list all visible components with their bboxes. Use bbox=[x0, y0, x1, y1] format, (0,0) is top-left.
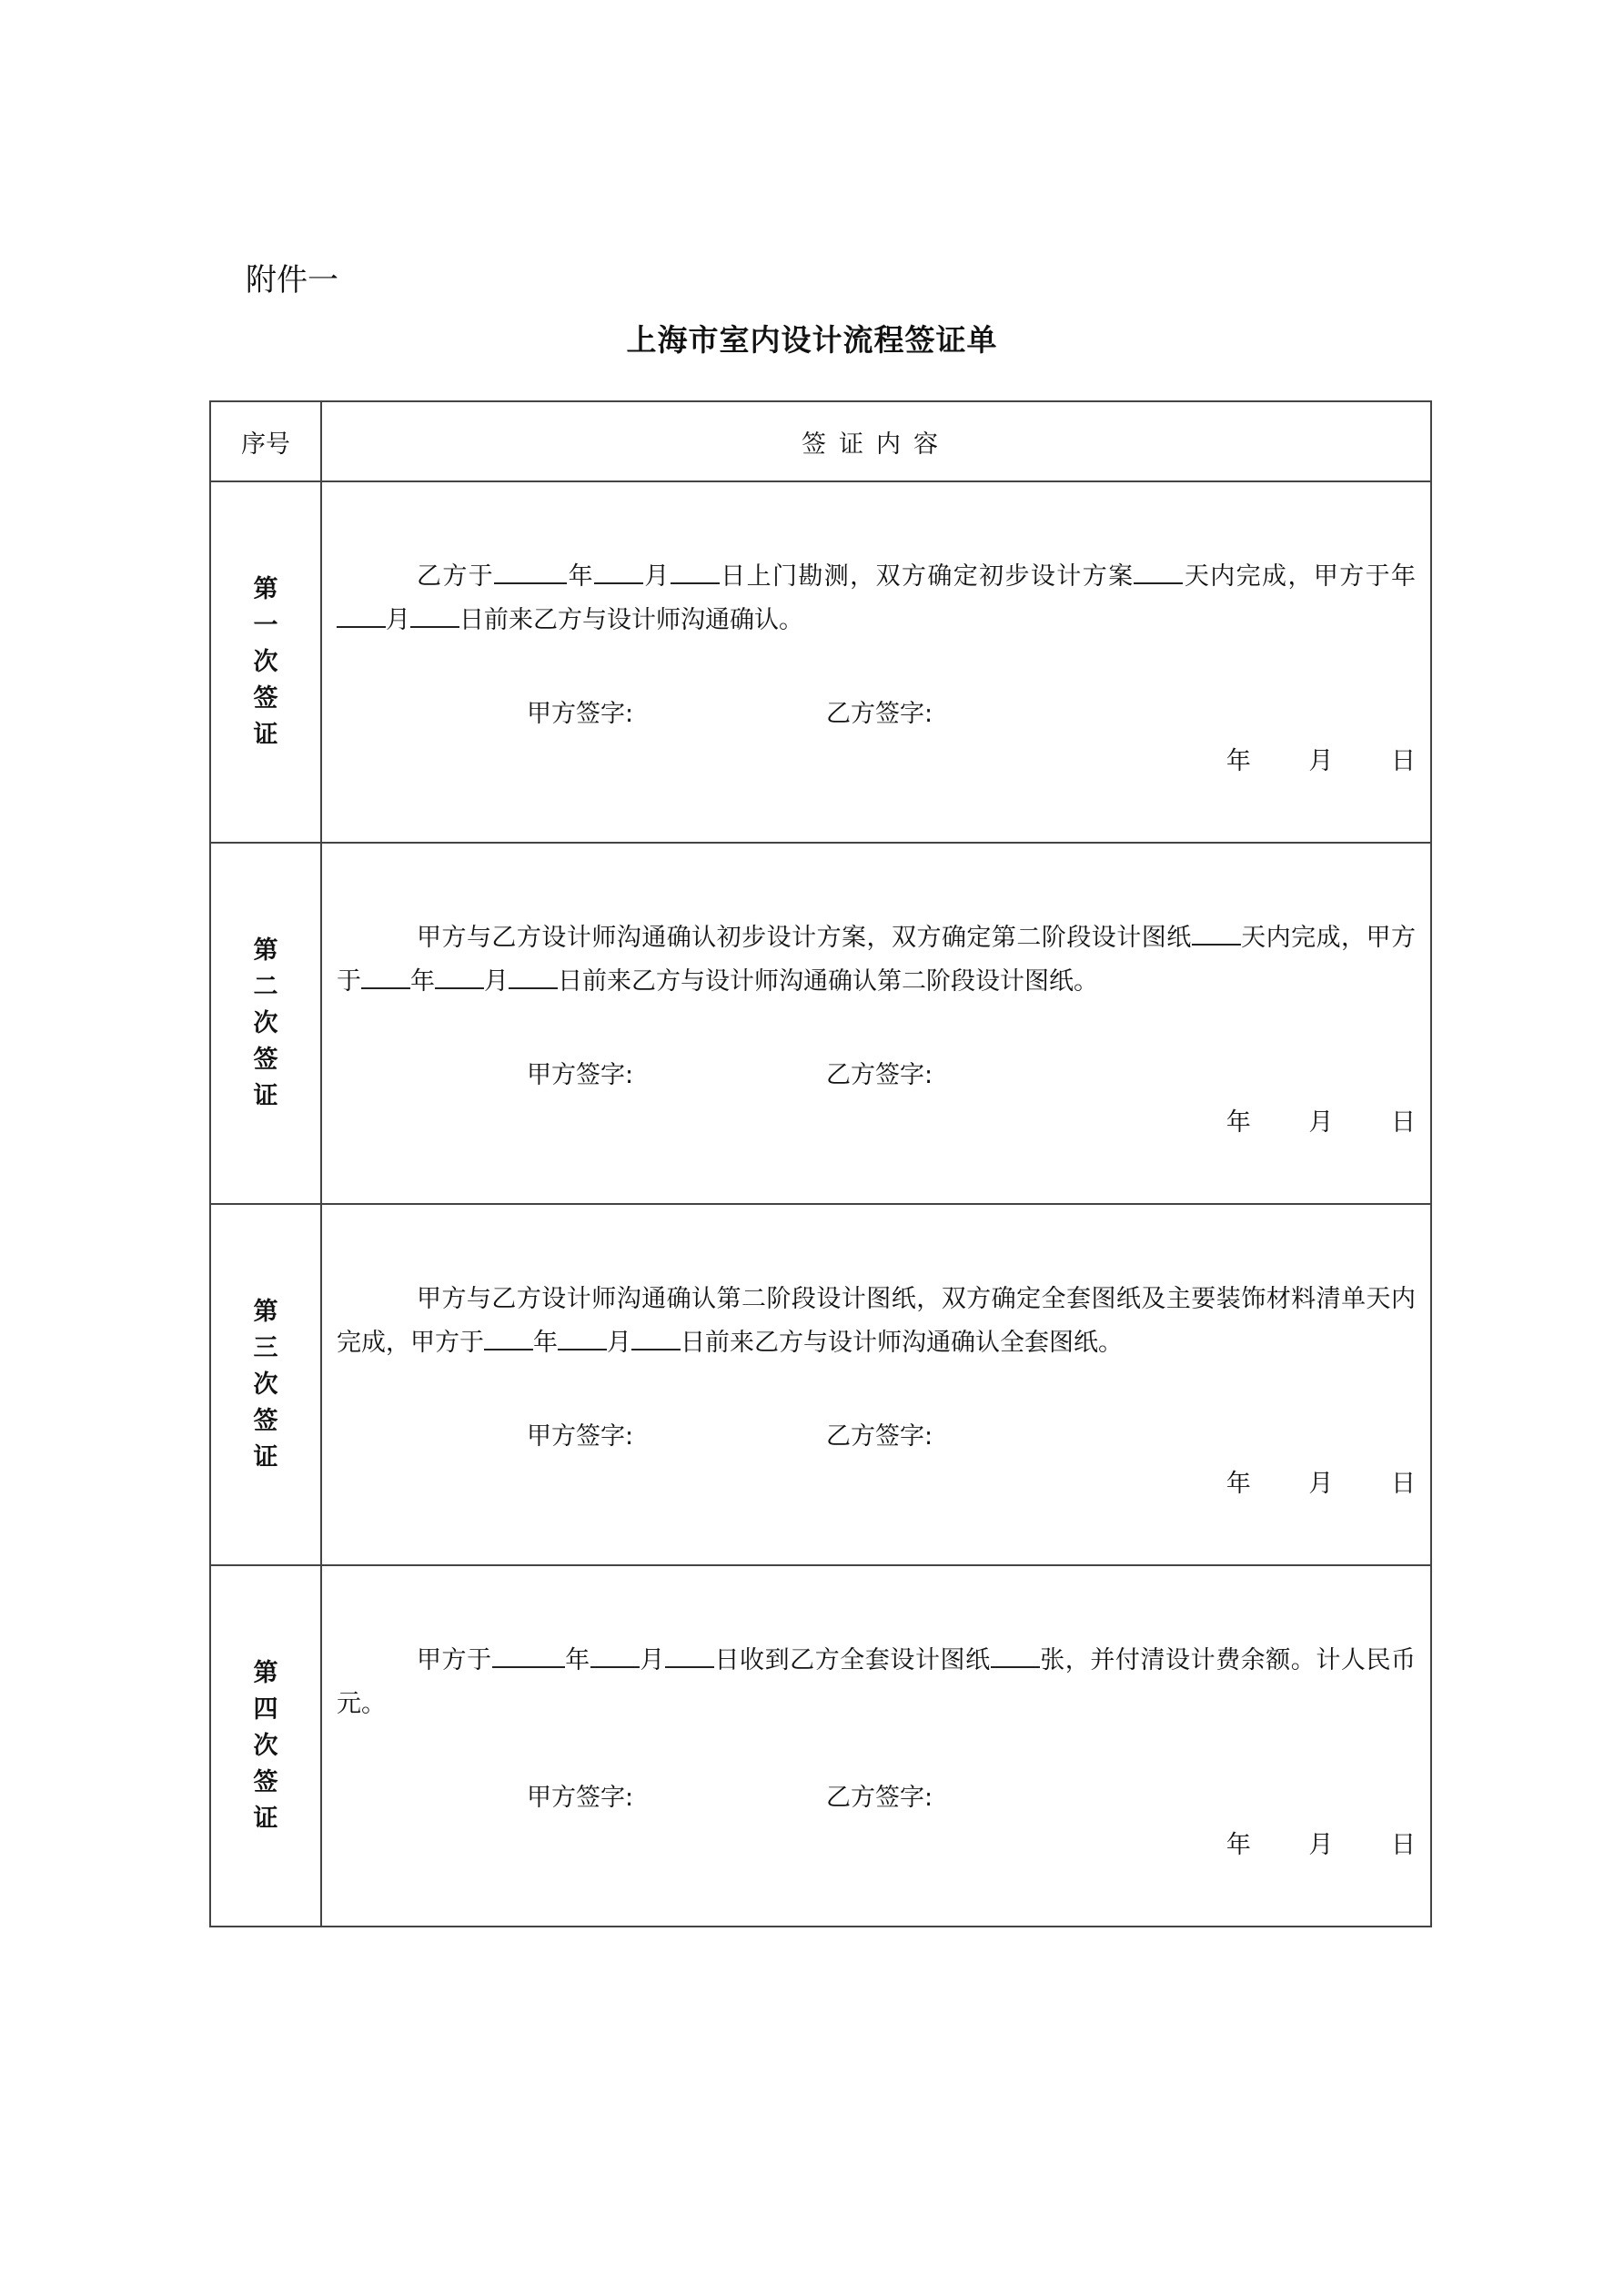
blank-field[interactable] bbox=[631, 1321, 681, 1350]
blank-field[interactable] bbox=[671, 555, 720, 584]
blank-field[interactable] bbox=[361, 960, 410, 989]
document-title: 上海市室内设计流程签证单 bbox=[626, 322, 998, 358]
content-cell bbox=[321, 1204, 1431, 1565]
visa-text: 乙方于 年 月 日上门勘测，双方确定初步设计方案 天内完成，甲方于年月 日前来乙方与设计师沟通确认。 bbox=[337, 555, 1416, 642]
seq-char: 第 bbox=[253, 1297, 278, 1326]
party-b-signature: 乙方签字: bbox=[826, 1422, 933, 1451]
visa-text: 甲方于 年 月 日收到乙方全套设计图纸 张，并付清设计费余额。计人民币元。 bbox=[337, 1639, 1416, 1726]
seq-char: 三 bbox=[253, 1333, 278, 1362]
blank-field[interactable] bbox=[509, 960, 558, 989]
seq-char: 证 bbox=[253, 720, 278, 749]
seq-cell bbox=[210, 1204, 321, 1565]
blank-field[interactable] bbox=[590, 1639, 640, 1668]
blank-field[interactable] bbox=[337, 599, 386, 628]
seq-cell bbox=[210, 843, 321, 1204]
attachment-label: 附件一 bbox=[246, 262, 338, 298]
seq-char: 二 bbox=[253, 972, 278, 1001]
seq-char: 签 bbox=[253, 683, 278, 713]
content-cell bbox=[321, 843, 1431, 1204]
blank-field[interactable] bbox=[594, 555, 643, 584]
content-cell bbox=[321, 1565, 1431, 1927]
date-line: 年 月 日 bbox=[1226, 1108, 1416, 1137]
seq-char: 签 bbox=[253, 1406, 278, 1435]
seq-char: 次 bbox=[253, 1370, 278, 1399]
content-cell bbox=[321, 481, 1431, 843]
seq-char: 第 bbox=[253, 574, 278, 603]
table-row bbox=[210, 1204, 1431, 1565]
seq-char: 四 bbox=[253, 1694, 278, 1724]
blank-field[interactable] bbox=[665, 1639, 714, 1668]
seq-char: 次 bbox=[253, 1731, 278, 1760]
header-seq: 序号 bbox=[210, 401, 321, 481]
blank-field[interactable] bbox=[1134, 555, 1183, 584]
party-a-signature: 甲方签字: bbox=[527, 1784, 634, 1812]
party-b-signature: 乙方签字: bbox=[826, 700, 933, 728]
seq-char: 证 bbox=[253, 1081, 278, 1110]
blank-field[interactable] bbox=[494, 555, 567, 584]
seq-char: 签 bbox=[253, 1045, 278, 1074]
date-line: 年 月 日 bbox=[1226, 747, 1416, 775]
table-row bbox=[210, 481, 1431, 843]
date-line: 年 月 日 bbox=[1226, 1470, 1416, 1498]
seq-char: 证 bbox=[253, 1442, 278, 1472]
seq-char: 次 bbox=[253, 647, 278, 676]
seq-cell bbox=[210, 1565, 321, 1927]
table-header-row bbox=[210, 401, 1431, 481]
blank-field[interactable] bbox=[1192, 916, 1241, 946]
seq-char: 第 bbox=[253, 1658, 278, 1687]
party-a-signature: 甲方签字: bbox=[527, 1061, 634, 1089]
party-b-signature: 乙方签字: bbox=[826, 1784, 933, 1812]
visa-text: 甲方与乙方设计师沟通确认初步设计方案，双方确定第二阶段设计图纸 天内完成，甲方于 年 月 日前来乙方与设计师沟通确认第二阶段设计图纸。 bbox=[337, 916, 1416, 1004]
visa-text: 甲方与乙方设计师沟通确认第二阶段设计图纸，双方确定全套图纸及主要装饰材料清单天内完成，甲方于 年 月 日前来乙方与设计师沟通确认全套图纸。 bbox=[337, 1285, 1416, 1357]
table-row bbox=[210, 843, 1431, 1204]
date-line: 年 月 日 bbox=[1226, 1831, 1416, 1859]
blank-field[interactable] bbox=[558, 1321, 607, 1350]
party-b-signature: 乙方签字: bbox=[826, 1061, 933, 1089]
party-a-signature: 甲方签字: bbox=[527, 1422, 634, 1451]
seq-char: 第 bbox=[253, 936, 278, 965]
blank-field[interactable] bbox=[492, 1639, 565, 1668]
blank-field[interactable] bbox=[435, 960, 484, 989]
seq-char: 证 bbox=[253, 1804, 278, 1833]
seq-char: 签 bbox=[253, 1767, 278, 1796]
header-content: 签证内容 bbox=[321, 401, 1431, 481]
seq-cell bbox=[210, 481, 321, 843]
seq-char: 次 bbox=[253, 1008, 278, 1037]
party-a-signature: 甲方签字: bbox=[527, 700, 634, 728]
visa-table bbox=[209, 400, 1432, 1927]
seq-char: 一 bbox=[253, 611, 278, 640]
blank-field[interactable] bbox=[484, 1321, 533, 1350]
table-row bbox=[210, 1565, 1431, 1927]
blank-field[interactable] bbox=[410, 599, 459, 628]
blank-field[interactable] bbox=[991, 1639, 1040, 1668]
